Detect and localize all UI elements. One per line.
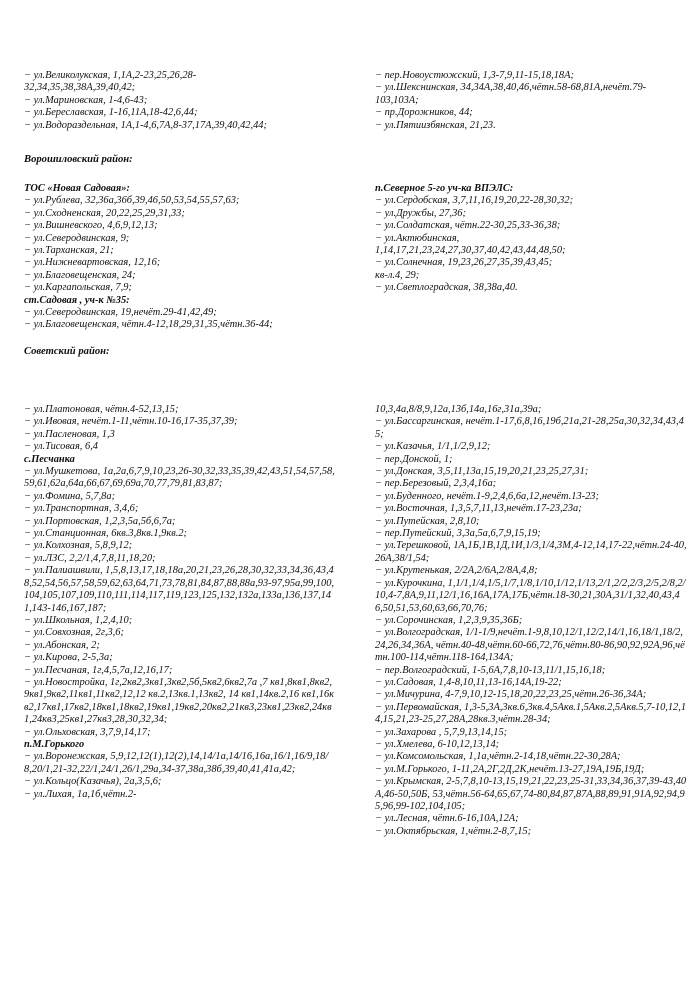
address-line: − ул.Колхозная, 5,8,9,12;	[24, 540, 133, 552]
address-line: − ул.Первомайская, 1,3-5,3А,3кв.6,3кв.4,5Акв.1,5Акв.2,5Акв.5,7-10,12,14,15,21,23-25,27,28А,28кв.3,чётн.28-34;	[375, 701, 687, 726]
address-line: − ул.Захарова , 5,7,9,13,14,15;	[375, 726, 508, 738]
address-line: − ул.Школьная, 1,2,4,10;	[24, 614, 133, 626]
address-line: − ул.Сорочинская, 1,2,3,9,35,36Б;	[375, 614, 523, 626]
address-line: − ул.Великолукская, 1,1А,2-23,25,26,28-	[24, 70, 197, 81]
address-line: − ул.Портовская, 1,2,3,5а,5б,6,7а;	[24, 515, 176, 527]
address-line: кв-л.4, 29;	[375, 269, 420, 281]
locality-heading: п.М.Горького	[24, 738, 85, 750]
address-line: − ул.Абонская, 2;	[24, 639, 100, 651]
address-line: − ул.Нижневартовская, 12,16;	[24, 257, 161, 269]
severnoe-street-list	[375, 195, 685, 294]
address-line: − ул.Северодвинская, 19,нечёт.29-41,42,49;	[24, 307, 217, 319]
address-line: − ул.Каргапольская, 7,9;	[24, 282, 132, 294]
address-line: − ул.Кольцо(Казачья), 2а,3,5,6;	[24, 776, 162, 788]
address-line: − пер.Донской, 1;	[375, 453, 453, 465]
address-line: − пер.Березовый, 2,3,4,16а;	[375, 478, 497, 490]
address-line: − ул.Мариновская, 1-4,6-43;	[24, 94, 148, 106]
address-line: − ул.Октябрьская, 1,чётн.2-8,7,15;	[375, 825, 532, 837]
address-line: − ул.Волгоградская, 1/1-1/9,нечёт.1-9,8,10,12/1,12/2,14/1,16,18/1,18/2,24,26,34,36А, чётн.40-48,чётн.60-66,72,76,чётн.80-86,90,92,92А,96,чётн.100-114,чётн.118-164,134А;	[375, 627, 685, 664]
severnoe-heading: п.Северное 5-го уч-ка ВПЭЛС:	[375, 183, 514, 194]
address-line: − ул.Новостройка, 1г,2кв2,3кв1,3кв2,5б,5кв2,6кв2,7а ,7 кв1,8кв1,8кв2,9кв1,9кв2,11кв1,11кв2,12,12 кв.2,13кв.1,13кв2, 14 кв1,14кв.2,16 кв1,16кв2,17кв1,17кв2,18кв1,18кв2,19кв1,19кв2,20кв2,21кв3,23кв1,23кв2,24кв1,24кв3,25кв1,27кв3,28,30,32,34;	[24, 676, 335, 726]
address-line: − ул.Садовая, 1,4-8,10,11,13-16,14А,19-22;	[375, 676, 562, 688]
address-line: − ул.Хмелева, 6-10,12,13,14;	[375, 738, 500, 750]
address-line: − пр.Дорожников, 44;	[375, 107, 473, 119]
sadovaya-street-list	[24, 307, 329, 332]
address-line: − ул.Солнечная, 19,23,26,27,35,39,43,45;	[375, 257, 553, 269]
address-line: − ул.Мушкетова, 1а,2а,6,7,9,10,23,26-30,32,33,35,39,42,43,51,54,57,58,59,61,62а,64а,66,67,69,69а,70,77,79,81,83,87;	[24, 466, 335, 490]
address-line: − ул.ЛЗС, 2,2/1,4,7,8,11,18,20;	[24, 552, 156, 564]
address-line: − ул.Станционная, 6кв.3,8кв.1,9кв.2;	[24, 528, 187, 540]
address-line: − ул.Лихая, 1а,1б,чётн.2-	[24, 788, 137, 800]
top-left-column	[24, 70, 329, 132]
top-right-column	[375, 70, 685, 132]
address-line: − ул.Сходненская, 20,22,25,29,31,33;	[24, 207, 185, 219]
address-line: − ул.Буденного, нечёт.1-9,2,4,6,6а,12,нечёт.13-23;	[375, 490, 599, 502]
tos-street-list	[24, 195, 329, 294]
address-line: − ул.Благовещенская, 24;	[24, 269, 136, 281]
address-line: − ул.Актюбинская,	[375, 232, 460, 244]
address-line: − ул.Совхозная, 2г,3,6;	[24, 627, 124, 639]
address-line: − ул.Шекснинская, 34,34А,38,40,46,чётн.58-68,81А,нечёт.79-	[375, 82, 647, 94]
address-line: 103,103А;	[375, 94, 419, 106]
address-line: − ул.Светлоградская, 38,38а,40.	[375, 282, 518, 294]
address-line: − ул.Мичурина, 4-7,9,10,12-15,18,20,22,23,25,чётн.26-36,34А;	[375, 689, 647, 701]
address-line: − пер.Новоустюжский, 1,3-7,9,11-15,18,18А;	[375, 70, 574, 81]
voroshilovsky-heading: Ворошиловский район:	[24, 154, 133, 165]
address-line: − ул.Береславская, 1-16,11А,18-42,6,44;	[24, 107, 198, 119]
address-line: − ул.Водораздельная, 1А,1-4,6,7А,8-37,17А,39,40,42,44;	[24, 119, 267, 131]
address-line: − ул.Дружбы, 27,36;	[375, 207, 466, 219]
address-line: − ул.Кирова, 2-5,3а;	[24, 652, 113, 664]
address-line: − ул.Палиашвили, 1,5,8,13,17,18,18а,20,21,23,26,28,30,32,33,34,36,43,48,52,54,56,57,58,59,62,63,64,71,73,78,81,84,87,88,88а,93-97,95а,99,100,104,105,107,109,110,111,114,117,119,123,125,132,132а,133а,136,137,141,143-146,167,187;	[24, 565, 334, 614]
voroshilovsky-right-column	[375, 183, 685, 295]
address-line: − ул.М.Горького, 1-11,2А,2Г,2Д,2К,нечёт.13-27,19А,19Б,19Д;	[375, 763, 645, 775]
address-line: 10,3,4а,8/8,9,12а,13б,14а,16г,31а,39а;	[375, 404, 542, 415]
address-line: − ул.Воронежская, 5,9,12,12(1),12(2),14,14/1а,14/16,16а,16/1,16/9,18/8,20/1,21-32,22/1,24/1,26/1,29а,34-37,38а,38б,39,40,41,41а,42;	[24, 751, 329, 775]
address-line: − ул.Пасленовая, 1,3	[24, 428, 115, 440]
address-line: − ул.Песчаная, 1г,4,5,7а,12,16,17;	[24, 664, 173, 676]
address-line: − ул.Казачья, 1/1,1/2,9,12;	[375, 441, 491, 453]
address-line: − пер.Волгоградский, 1-5,6А,7,8,10-13,11/1,15,16,18;	[375, 664, 606, 676]
address-line: − ул.Восточная, 1,3,5,7,11,13,нечёт.17-23,23а;	[375, 503, 582, 515]
sovetsky-heading: Советский район:	[24, 346, 110, 357]
address-line: − ул.Солдатская, чётн.22-30,25,33-36,38;	[375, 220, 561, 232]
address-line: − ул.Благовещенская, чётн.4-12,18,29,31,35,чётн.36-44;	[24, 319, 273, 331]
address-line: − ул.Крутенькая, 2/2А,2/6А,2/8А,4,8;	[375, 565, 538, 577]
sadovaya-heading: ст.Садовая , уч-к №35:	[24, 294, 130, 306]
address-line: − ул.Фомина, 5,7,8а;	[24, 490, 116, 502]
address-line: − ул.Сердобская, 3,7,11,16,19,20,22-28,30,32;	[375, 195, 574, 207]
address-line: − ул.Пятиизбянская, 21,23.	[375, 119, 496, 131]
address-line: − ул.Бассаргинская, нечёт.1-17,6,8,16,19б,21а,21-28,25а,30,32,34,43,45;	[375, 416, 684, 440]
address-line: − ул.Северодвинская, 9;	[24, 232, 130, 244]
tos-heading: ТОС «Новая Садовая»:	[24, 183, 130, 194]
sovetsky-left-column	[24, 404, 336, 801]
address-line: − ул.Транспортная, 3,4,6;	[24, 503, 139, 515]
address-line: − ул.Терешковой, 1А,1Б,1В,1Д,1И,1/3,1/4,3М,4-12,14,17-22,чётн.24-40,26А,38/1,54;	[375, 540, 687, 564]
address-line: − ул.Крымская, 2-5,7,8,10-13,15,19,21,22,23,25-31,33,34,36,37,39-43,40А,46-50,50Б, 53,чётн.56-64,65,67,74-80,84,87,87А,88,89,91,91А,92,94,95,96,99-102,104,105;	[375, 776, 687, 812]
address-line: 1,14,17,21,23,24,27,30,37,40,42,43,44,48,50;	[375, 245, 566, 257]
locality-heading: с.Песчанка	[24, 453, 75, 465]
address-line: − ул.Донская, 3,5,11,13а,15,19,20,21,23,25,27,31;	[375, 466, 589, 478]
address-line: − ул.Рублева, 32,36а,36б,39,46,50,53,54,55,57,63;	[24, 195, 240, 207]
address-line: − ул.Путейская, 2,8,10;	[375, 515, 480, 527]
voroshilovsky-left-column	[24, 183, 329, 332]
address-line: − пер.Путейский, 3,3а,5а,6,7,9,15,19;	[375, 528, 541, 540]
address-line: − ул.Курочкина, 1,1/1,1/4,1/5,1/7,1/8,1/10,1/12,1/13,2/1,2/2,2/3,2/5,2/8,2/10,4-7,8А,9,11,12/1,16,16А,17А,17Б,чётн.18-30,21,30А,31/1,32,40,43,46,50,51,53,60,63,66,70,76;	[375, 577, 686, 614]
address-line: − ул.Ольховская, 3,7,9,14,17;	[24, 726, 151, 738]
address-line: − ул.Платоновая, чётн.4-52,13,15;	[24, 404, 179, 415]
address-line: − ул.Тарханская, 21;	[24, 245, 114, 257]
sovetsky-right-column	[375, 404, 687, 838]
address-line: − ул.Вишневского, 4,6,9,12,13;	[24, 220, 158, 232]
address-line: − ул.Ивовая, нечёт.1-11,чётн.10-16,17-35,37,39;	[24, 416, 238, 428]
address-line: 32,34,35,38,38А,39,40,42;	[24, 82, 136, 94]
address-line: − ул.Лесная, чётн.6-16,10А,12А;	[375, 813, 519, 825]
address-line: − ул.Тисовая, 6,4	[24, 441, 98, 453]
address-line: − ул.Комсомольская, 1,1а,чётн.2-14,18,чётн.22-30,28А;	[375, 751, 621, 763]
